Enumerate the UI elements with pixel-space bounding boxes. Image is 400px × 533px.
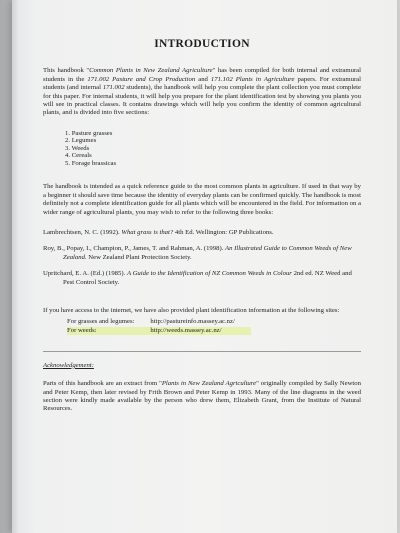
reference-title: A Guide to the Identification of NZ Common Weeds in Colour xyxy=(126,270,292,278)
ack-text: " originally compiled by Sally Newton and Peter Kemp, then later revised by Frith Brown and Peter Kemp in 1993. Many of the line diagrams in the weed section were kindly made available by the person who drew them, Elizabeth Grant, from the Institute of Natural Resources. xyxy=(43,380,361,413)
guide-paragraph: The handbook is intended as a quick reference guide to the most common plants in agriculture. If used in that way by a beginner it should save time because the identity of everyday plants can be confirmed quickly. The handbook is most definitely not a complete identification guide for all plants which will be encountered in the field. For information on a wider range of agricultural plants, you may wish to refer to the following three books: xyxy=(43,183,361,216)
list-item: 2. Legumes xyxy=(65,137,97,145)
table-row xyxy=(67,318,251,326)
reference-author: Upritchard, E. A. (Ed.) (1985). xyxy=(43,270,127,278)
reference-title: An Illustrated Guide to Common Weeds of New Zealand. xyxy=(63,245,352,261)
reference-publisher: New Zealand Plant Protection Society. xyxy=(86,253,192,261)
intro-text: and xyxy=(195,75,211,83)
reference-item xyxy=(43,245,361,262)
intro-paper-name: 171.102 Plants in Agriculture xyxy=(210,75,295,83)
section-divider xyxy=(43,351,361,352)
list-item: 3. Weeds xyxy=(65,144,90,152)
site-label: For weeds: xyxy=(67,326,97,334)
intro-paragraph xyxy=(43,67,361,117)
reference-publisher: 2nd ed. NZ Weed and Pest Control Society. xyxy=(63,270,352,286)
intro-text: papers. For extramural students (and internal xyxy=(43,75,361,92)
intro-book-title: Common Plants in New Zealand Agriculture xyxy=(89,67,213,75)
handbook-page xyxy=(12,0,397,533)
page-binding-edge xyxy=(13,0,20,533)
page-title: INTRODUCTION xyxy=(154,38,250,50)
reference-author: Roy, B., Popay, I., Champion, P., James, T. and Rahman, A. (1998). xyxy=(43,245,226,253)
reference-item xyxy=(43,229,361,237)
list-item: 4. Cereals xyxy=(65,152,92,160)
list-item: 1. Pasture grasses xyxy=(65,129,113,137)
sections-list xyxy=(65,130,361,168)
intro-text: students), the handbook will help you complete the plant collection you must complete for this paper. For internal students, it will help you prepare for the plant identification test by showing you plants you will see in practical classes. It contains drawings which will help you confirm the identity of common agricultural plants, and is divided into five sections: xyxy=(43,84,361,117)
acknowledgement-heading: Acknowledgement: xyxy=(43,361,94,369)
list-item: 5. Forage brassicas xyxy=(65,159,117,167)
intro-text: This handbook " xyxy=(43,67,90,75)
reference-title: What grass is that? xyxy=(121,228,174,236)
reference-author: Lambrechtsen, N. C. (1992). xyxy=(43,228,122,236)
site-url[interactable]: http://weeds.massey.ac.nz/ xyxy=(150,326,222,334)
site-url[interactable]: http://pastureinfo.massey.ac.nz/ xyxy=(150,318,235,326)
intro-text: " has been compiled for both internal and extramural students in the xyxy=(43,67,362,83)
websites-table xyxy=(67,318,251,334)
reference-publisher: 4th Ed. Wellington: GP Publications. xyxy=(173,228,274,236)
internet-paragraph: If you have access to the internet, we have also provided plant identification information at the following sites: xyxy=(43,307,340,314)
ack-text: Parts of this handbook are an extract from " xyxy=(43,380,162,388)
page-content xyxy=(43,40,361,426)
table-row-highlighted xyxy=(67,327,251,335)
ack-book-title: Plants in New Zealand Agriculture xyxy=(161,380,257,388)
reference-item xyxy=(43,270,361,287)
intro-paper-code: 171.002 xyxy=(102,84,125,92)
site-label: For grasses and legumes: xyxy=(67,318,135,326)
intro-paper-name: 171.002 Pasture and Crop Production xyxy=(87,75,196,83)
acknowledgement-paragraph xyxy=(43,380,361,414)
